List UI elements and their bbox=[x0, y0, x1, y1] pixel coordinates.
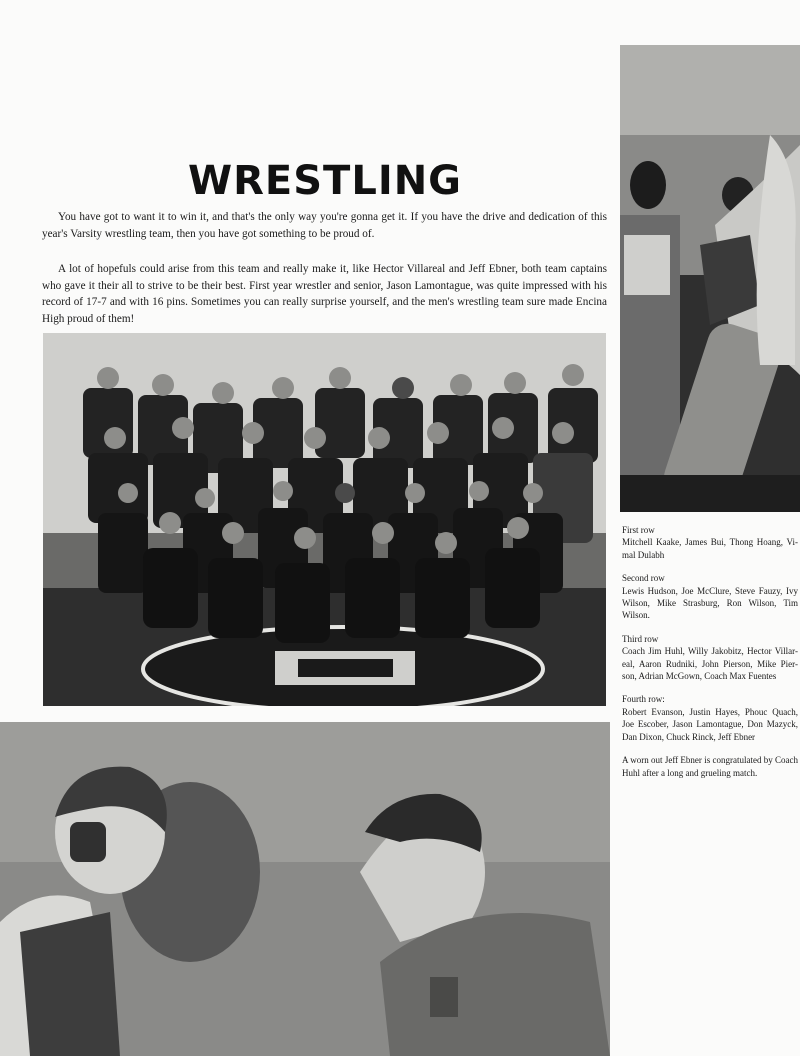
roster-row-names: Mitchell Kaake, James Bui, Thong Hoang, Vi-mal Dulabh bbox=[622, 537, 798, 560]
roster-fourth-row bbox=[622, 693, 798, 743]
team-photo bbox=[43, 333, 606, 706]
roster-row-names: Lewis Hudson, Joe McClure, Steve Fauzy, Ivy Wilson, Mike Strasburg, Ron Wilson, Tim Wilson. bbox=[622, 585, 798, 621]
roster-row-heading: Third row bbox=[622, 633, 659, 644]
roster-first-row bbox=[622, 524, 798, 561]
wrestling-action-photo bbox=[620, 45, 800, 512]
intro-paragraph: You have got to want it to win it, and that's the only way you're gonna get it. If you have the drive and dedication of this year's Varsity wrestling team, then you have got something to be proud of. bbox=[42, 211, 607, 240]
roster-row-heading: First row bbox=[622, 525, 655, 535]
body-paragraph: A lot of hopefuls could arise from this team and really make it, like Hector Villareal and Jeff Ebner, both team captains who gave it their all to strive to be their best. First year wrestler and senior, Jason Lamontague, was quite impressed with his record of 17-7 and with 16 pins. Sometimes you can really surprise yourself, and the men's wrestling team sure made Encina High proud of them! bbox=[42, 263, 607, 325]
roster-row-names: Robert Evanson, Justin Hayes, Phouc Quach, Joe Escober, Jason Lamontague, Don Mazyck, Dan Dixon, Chuck Rinck, Jeff Ebner bbox=[622, 706, 798, 742]
roster-row-names: Coach Jim Huhl, Willy Jakobitz, Hector Villar-eal, Aaron Rudniki, John Pierson, Mike Pier-son, Adrian McGown, Coach Max Fuentes bbox=[622, 646, 798, 682]
roster-second-row bbox=[622, 572, 798, 622]
roster-third-row bbox=[622, 633, 798, 683]
page-title: WRESTLING bbox=[187, 158, 463, 204]
roster-captions bbox=[622, 524, 798, 779]
photo-caption: A worn out Jeff Ebner is congratulated by Coach Huhl after a long and grueling match. bbox=[622, 755, 798, 778]
roster-row-heading: Fourth row: bbox=[622, 694, 665, 705]
coach-congratulation-photo bbox=[0, 722, 610, 1056]
roster-row-heading: Second row bbox=[622, 573, 665, 584]
